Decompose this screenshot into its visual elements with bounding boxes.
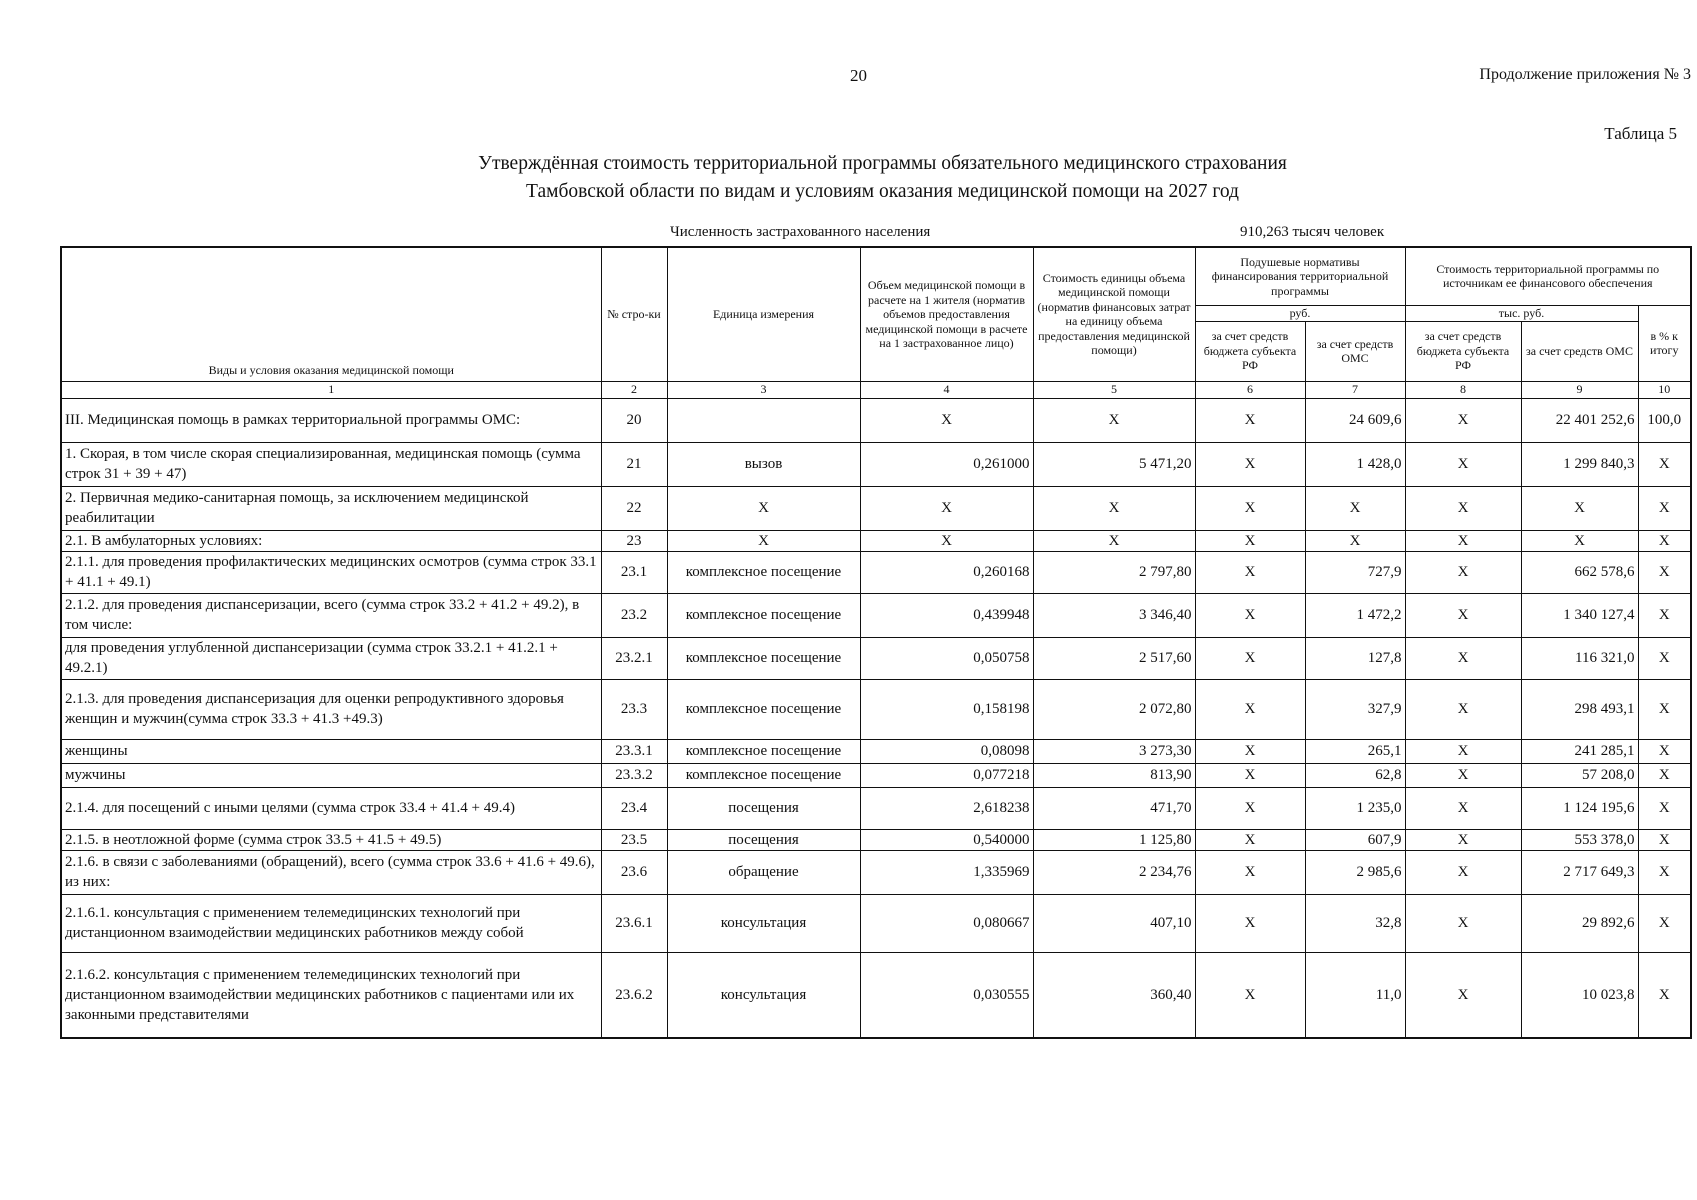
- row-name: женщины: [61, 739, 601, 763]
- column-number: 8: [1405, 381, 1521, 398]
- row-percent: Х: [1638, 637, 1691, 679]
- row-unit-cost: 2 234,76: [1033, 850, 1195, 894]
- header-per-capita-group: Подушевые нормативы финансирования территориальной программы: [1195, 247, 1405, 305]
- title-line-1: Утверждённая стоимость территориальной программы обязательного медицинского страхования: [478, 153, 1287, 174]
- header-budget-total: за счет средств бюджета субъекта РФ: [1405, 321, 1521, 381]
- row-unit-cost: 2 517,60: [1033, 637, 1195, 679]
- table-body: [61, 398, 1691, 1038]
- row-unit: [667, 398, 860, 442]
- table-row: [61, 829, 1691, 850]
- row-budget-total: Х: [1405, 551, 1521, 593]
- header-budget-per-capita: за счет средств бюджета субъекта РФ: [1195, 321, 1305, 381]
- row-unit: вызов: [667, 442, 860, 486]
- row-unit-cost: 1 125,80: [1033, 829, 1195, 850]
- table-row: [61, 530, 1691, 551]
- row-code: 21: [601, 442, 667, 486]
- table-row: [61, 442, 1691, 486]
- table-row: [61, 850, 1691, 894]
- row-oms-per-capita: 265,1: [1305, 739, 1405, 763]
- row-oms-per-capita: 127,8: [1305, 637, 1405, 679]
- row-budget-per-capita: Х: [1195, 952, 1305, 1038]
- row-budget-per-capita: Х: [1195, 398, 1305, 442]
- row-name: 1. Скорая, в том числе скорая специализированная, медицинская помощь (сумма строк 31 + 39 + 47): [61, 442, 601, 486]
- row-unit-cost: Х: [1033, 530, 1195, 551]
- column-number: 7: [1305, 381, 1405, 398]
- table-row: [61, 637, 1691, 679]
- row-unit-cost: 813,90: [1033, 763, 1195, 787]
- table-row: [61, 763, 1691, 787]
- column-number: 1: [61, 381, 601, 398]
- row-unit-cost: 5 471,20: [1033, 442, 1195, 486]
- row-budget-total: Х: [1405, 763, 1521, 787]
- row-percent: Х: [1638, 787, 1691, 829]
- header-total-cost-group: Стоимость территориальной программы по источникам ее финансового обеспечения: [1405, 247, 1691, 305]
- row-percent: Х: [1638, 850, 1691, 894]
- row-oms-per-capita: 1 472,2: [1305, 593, 1405, 637]
- header-percent: в % к итогу: [1638, 305, 1691, 381]
- row-oms-total: 662 578,6: [1521, 551, 1638, 593]
- table-row: [61, 551, 1691, 593]
- population-row: [0, 224, 1697, 244]
- row-name: 2.1.4. для посещений с иными целями (сумма строк 33.4 + 41.4 + 49.4): [61, 787, 601, 829]
- row-name: 2.1.1. для проведения профилактических медицинских осмотров (сумма строк 33.1 + 41.1 + 49.1): [61, 551, 601, 593]
- row-unit-cost: 3 273,30: [1033, 739, 1195, 763]
- header-per-capita-unit: руб.: [1195, 305, 1405, 321]
- row-name: 2.1. В амбулаторных условиях:: [61, 530, 601, 551]
- row-code: 23.3: [601, 679, 667, 739]
- row-budget-per-capita: Х: [1195, 829, 1305, 850]
- row-budget-total: Х: [1405, 829, 1521, 850]
- row-code: 22: [601, 486, 667, 530]
- column-number: 9: [1521, 381, 1638, 398]
- row-code: 23.1: [601, 551, 667, 593]
- row-budget-total: Х: [1405, 442, 1521, 486]
- row-volume: 0,08098: [860, 739, 1033, 763]
- column-number: 6: [1195, 381, 1305, 398]
- row-volume: 0,158198: [860, 679, 1033, 739]
- table-row: [61, 486, 1691, 530]
- title-line-2: Тамбовской области по видам и условиям оказания медицинской помощи на 2027 год: [526, 181, 1239, 202]
- row-unit: Х: [667, 486, 860, 530]
- table-row: [61, 679, 1691, 739]
- row-volume: Х: [860, 486, 1033, 530]
- row-oms-per-capita: Х: [1305, 530, 1405, 551]
- row-percent: Х: [1638, 952, 1691, 1038]
- row-unit-cost: 471,70: [1033, 787, 1195, 829]
- row-oms-per-capita: 62,8: [1305, 763, 1405, 787]
- row-volume: Х: [860, 398, 1033, 442]
- row-unit-cost: 407,10: [1033, 894, 1195, 952]
- row-unit: консультация: [667, 894, 860, 952]
- header-row-number: № стро-ки: [601, 247, 667, 381]
- row-oms-total: 1 124 195,6: [1521, 787, 1638, 829]
- row-budget-total: Х: [1405, 398, 1521, 442]
- row-oms-total: 57 208,0: [1521, 763, 1638, 787]
- row-oms-per-capita: 327,9: [1305, 679, 1405, 739]
- row-volume: 0,261000: [860, 442, 1033, 486]
- row-volume: 0,439948: [860, 593, 1033, 637]
- row-code: 23.6.1: [601, 894, 667, 952]
- row-oms-total: Х: [1521, 530, 1638, 551]
- row-budget-total: Х: [1405, 530, 1521, 551]
- row-unit: консультация: [667, 952, 860, 1038]
- row-code: 23.6: [601, 850, 667, 894]
- table-row: [61, 952, 1691, 1038]
- row-budget-per-capita: Х: [1195, 551, 1305, 593]
- row-unit-cost: Х: [1033, 486, 1195, 530]
- row-unit: комплексное посещение: [667, 739, 860, 763]
- row-percent: Х: [1638, 551, 1691, 593]
- table-label: Таблица 5: [1604, 124, 1677, 143]
- column-number: 3: [667, 381, 860, 398]
- row-code: 23: [601, 530, 667, 551]
- cost-table: [60, 246, 1692, 1039]
- header-total-cost-unit: тыс. руб.: [1405, 305, 1638, 321]
- row-volume: 0,030555: [860, 952, 1033, 1038]
- row-budget-total: Х: [1405, 894, 1521, 952]
- row-unit: посещения: [667, 829, 860, 850]
- population-label: Численность застрахованного населения: [670, 224, 931, 240]
- row-name: 2.1.6.2. консультация с применением телемедицинских технологий при дистанционном взаимодействии медицинских работников с пациентами или их законными представителями: [61, 952, 601, 1038]
- row-code: 23.2.1: [601, 637, 667, 679]
- continuation-note: Продолжение приложения № 3: [1479, 66, 1691, 83]
- row-unit: комплексное посещение: [667, 763, 860, 787]
- row-name: 2.1.3. для проведения диспансеризация для оценки репродуктивного здоровья женщин и мужчин(сумма строк 33.3 + 41.3 +49.3): [61, 679, 601, 739]
- row-unit: комплексное посещение: [667, 551, 860, 593]
- row-percent: Х: [1638, 593, 1691, 637]
- header-unit: Единица измерения: [667, 247, 860, 381]
- row-oms-per-capita: 607,9: [1305, 829, 1405, 850]
- row-budget-total: Х: [1405, 850, 1521, 894]
- row-budget-per-capita: Х: [1195, 763, 1305, 787]
- row-budget-per-capita: Х: [1195, 530, 1305, 551]
- row-name: для проведения углубленной диспансеризации (сумма строк 33.2.1 + 41.2.1 + 49.2.1): [61, 637, 601, 679]
- row-name: 2. Первичная медико-санитарная помощь, за исключением медицинской реабилитации: [61, 486, 601, 530]
- row-unit: обращение: [667, 850, 860, 894]
- row-unit: комплексное посещение: [667, 637, 860, 679]
- row-unit-cost: 2 072,80: [1033, 679, 1195, 739]
- header-oms-per-capita: за счет средств ОМС: [1305, 321, 1405, 381]
- row-budget-total: Х: [1405, 739, 1521, 763]
- row-budget-total: Х: [1405, 787, 1521, 829]
- row-name: 2.1.6.1. консультация с применением телемедицинских технологий при дистанционном взаимодействии медицинских работников между собой: [61, 894, 601, 952]
- header-oms-total: за счет средств ОМС: [1521, 321, 1638, 381]
- row-code: 23.2: [601, 593, 667, 637]
- row-budget-total: Х: [1405, 679, 1521, 739]
- row-percent: Х: [1638, 763, 1691, 787]
- header-volume: Объем медицинской помощи в расчете на 1 жителя (норматив объемов предоставления медицинской помощи в расчете на 1 застрахованное лицо): [860, 247, 1033, 381]
- row-budget-per-capita: Х: [1195, 894, 1305, 952]
- row-oms-total: 1 299 840,3: [1521, 442, 1638, 486]
- row-budget-per-capita: Х: [1195, 486, 1305, 530]
- column-number: 2: [601, 381, 667, 398]
- table-row: [61, 398, 1691, 442]
- row-oms-total: 22 401 252,6: [1521, 398, 1638, 442]
- row-code: 23.6.2: [601, 952, 667, 1038]
- row-percent: Х: [1638, 894, 1691, 952]
- column-number: 4: [860, 381, 1033, 398]
- row-code: 23.3.2: [601, 763, 667, 787]
- row-oms-total: 298 493,1: [1521, 679, 1638, 739]
- row-name: 2.1.5. в неотложной форме (сумма строк 33.5 + 41.5 + 49.5): [61, 829, 601, 850]
- row-oms-per-capita: 1 235,0: [1305, 787, 1405, 829]
- row-oms-total: 1 340 127,4: [1521, 593, 1638, 637]
- row-code: 23.5: [601, 829, 667, 850]
- row-oms-total: 241 285,1: [1521, 739, 1638, 763]
- row-budget-total: Х: [1405, 593, 1521, 637]
- row-volume: Х: [860, 530, 1033, 551]
- row-volume: 0,050758: [860, 637, 1033, 679]
- row-unit-cost: 2 797,80: [1033, 551, 1195, 593]
- row-code: 23.4: [601, 787, 667, 829]
- row-volume: 0,077218: [860, 763, 1033, 787]
- row-percent: Х: [1638, 530, 1691, 551]
- row-budget-total: Х: [1405, 952, 1521, 1038]
- row-budget-per-capita: Х: [1195, 442, 1305, 486]
- row-name: III. Медицинская помощь в рамках территориальной программы ОМС:: [61, 398, 601, 442]
- row-percent: Х: [1638, 486, 1691, 530]
- row-oms-per-capita: 32,8: [1305, 894, 1405, 952]
- row-name: 2.1.6. в связи с заболеваниями (обращений), всего (сумма строк 33.6 + 41.6 + 49.6), из них:: [61, 850, 601, 894]
- row-unit: Х: [667, 530, 860, 551]
- row-budget-per-capita: Х: [1195, 850, 1305, 894]
- row-volume: 0,260168: [860, 551, 1033, 593]
- row-oms-per-capita: 11,0: [1305, 952, 1405, 1038]
- row-oms-total: 116 321,0: [1521, 637, 1638, 679]
- row-name: 2.1.2. для проведения диспансеризации, всего (сумма строк 33.2 + 41.2 + 49.2), в том числе:: [61, 593, 601, 637]
- document-title: [0, 150, 1697, 206]
- row-oms-per-capita: 727,9: [1305, 551, 1405, 593]
- column-number: 5: [1033, 381, 1195, 398]
- row-unit: посещения: [667, 787, 860, 829]
- row-oms-per-capita: 2 985,6: [1305, 850, 1405, 894]
- row-code: 20: [601, 398, 667, 442]
- row-percent: 100,0: [1638, 398, 1691, 442]
- table-row: [61, 739, 1691, 763]
- row-code: 23.3.1: [601, 739, 667, 763]
- row-budget-per-capita: Х: [1195, 679, 1305, 739]
- row-percent: Х: [1638, 829, 1691, 850]
- row-unit: комплексное посещение: [667, 679, 860, 739]
- table-row: [61, 593, 1691, 637]
- table-row: [61, 894, 1691, 952]
- row-volume: 1,335969: [860, 850, 1033, 894]
- row-name: мужчины: [61, 763, 601, 787]
- row-unit: комплексное посещение: [667, 593, 860, 637]
- row-volume: 0,540000: [860, 829, 1033, 850]
- row-oms-total: 29 892,6: [1521, 894, 1638, 952]
- table-row: [61, 787, 1691, 829]
- row-unit-cost: 360,40: [1033, 952, 1195, 1038]
- page-number: 20: [850, 66, 867, 85]
- row-volume: 2,618238: [860, 787, 1033, 829]
- row-budget-per-capita: Х: [1195, 787, 1305, 829]
- row-budget-per-capita: Х: [1195, 637, 1305, 679]
- row-oms-per-capita: 1 428,0: [1305, 442, 1405, 486]
- row-oms-total: 10 023,8: [1521, 952, 1638, 1038]
- row-percent: Х: [1638, 679, 1691, 739]
- header-unit-cost: Стоимость единицы объема медицинской помощи (норматив финансовых затрат на единицу объема предоставления медицинской помощи): [1033, 247, 1195, 381]
- table-header: [61, 247, 1691, 398]
- row-oms-per-capita: Х: [1305, 486, 1405, 530]
- row-unit-cost: 3 346,40: [1033, 593, 1195, 637]
- row-oms-total: 553 378,0: [1521, 829, 1638, 850]
- row-oms-total: 2 717 649,3: [1521, 850, 1638, 894]
- column-number: 10: [1638, 381, 1691, 398]
- row-budget-total: Х: [1405, 486, 1521, 530]
- row-percent: Х: [1638, 442, 1691, 486]
- row-percent: Х: [1638, 739, 1691, 763]
- row-oms-per-capita: 24 609,6: [1305, 398, 1405, 442]
- population-value: 910,263 тысяч человек: [1240, 224, 1385, 240]
- row-budget-per-capita: Х: [1195, 593, 1305, 637]
- row-volume: 0,080667: [860, 894, 1033, 952]
- row-budget-total: Х: [1405, 637, 1521, 679]
- header-type: Виды и условия оказания медицинской помощи: [61, 247, 601, 381]
- row-budget-per-capita: Х: [1195, 739, 1305, 763]
- row-oms-total: Х: [1521, 486, 1638, 530]
- row-unit-cost: Х: [1033, 398, 1195, 442]
